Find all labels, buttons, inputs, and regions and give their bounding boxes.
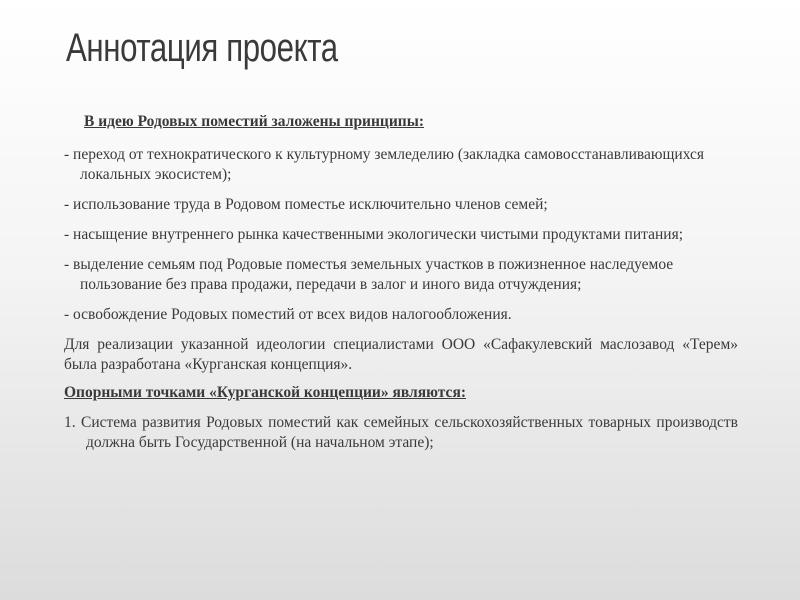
principle-item: - выделение семьям под Родовые поместья земельных участков в пожизненное наследуемое пользование без права продажи, передачи в залог и иного вида отчуждения; (64, 256, 674, 293)
principle-item: - насыщение внутреннего рынка качественными экологически чистыми продуктами питания; (64, 226, 684, 243)
principles-heading: В идею Родовых поместий заложены принципы: (84, 113, 424, 130)
principle-item: - переход от технократического к культурному земледелию (закладка самовосстанавливающихся локальных экосистем); (64, 146, 705, 183)
slide-body (64, 112, 738, 453)
principle-item: - использование труда в Родовом поместье исключительно членов семей; (64, 196, 548, 213)
concept-paragraph: Для реализации указанной идеологии специалистами ООО «Сафакулевский маслозавод «Терем» была разработана «Курганская концепция». (64, 336, 738, 373)
concept-heading: Опорными точками «Курганской концепции» являются: (64, 384, 466, 401)
slide-title: Аннотация проекта (66, 26, 338, 70)
numbered-item: 1. Система развития Родовых поместий как семейных сельскохозяйственных товарных производств должна быть Государственной (на начальном этапе); (64, 414, 738, 451)
principle-item: - освобождение Родовых поместий от всех видов налогообложения. (64, 306, 512, 323)
